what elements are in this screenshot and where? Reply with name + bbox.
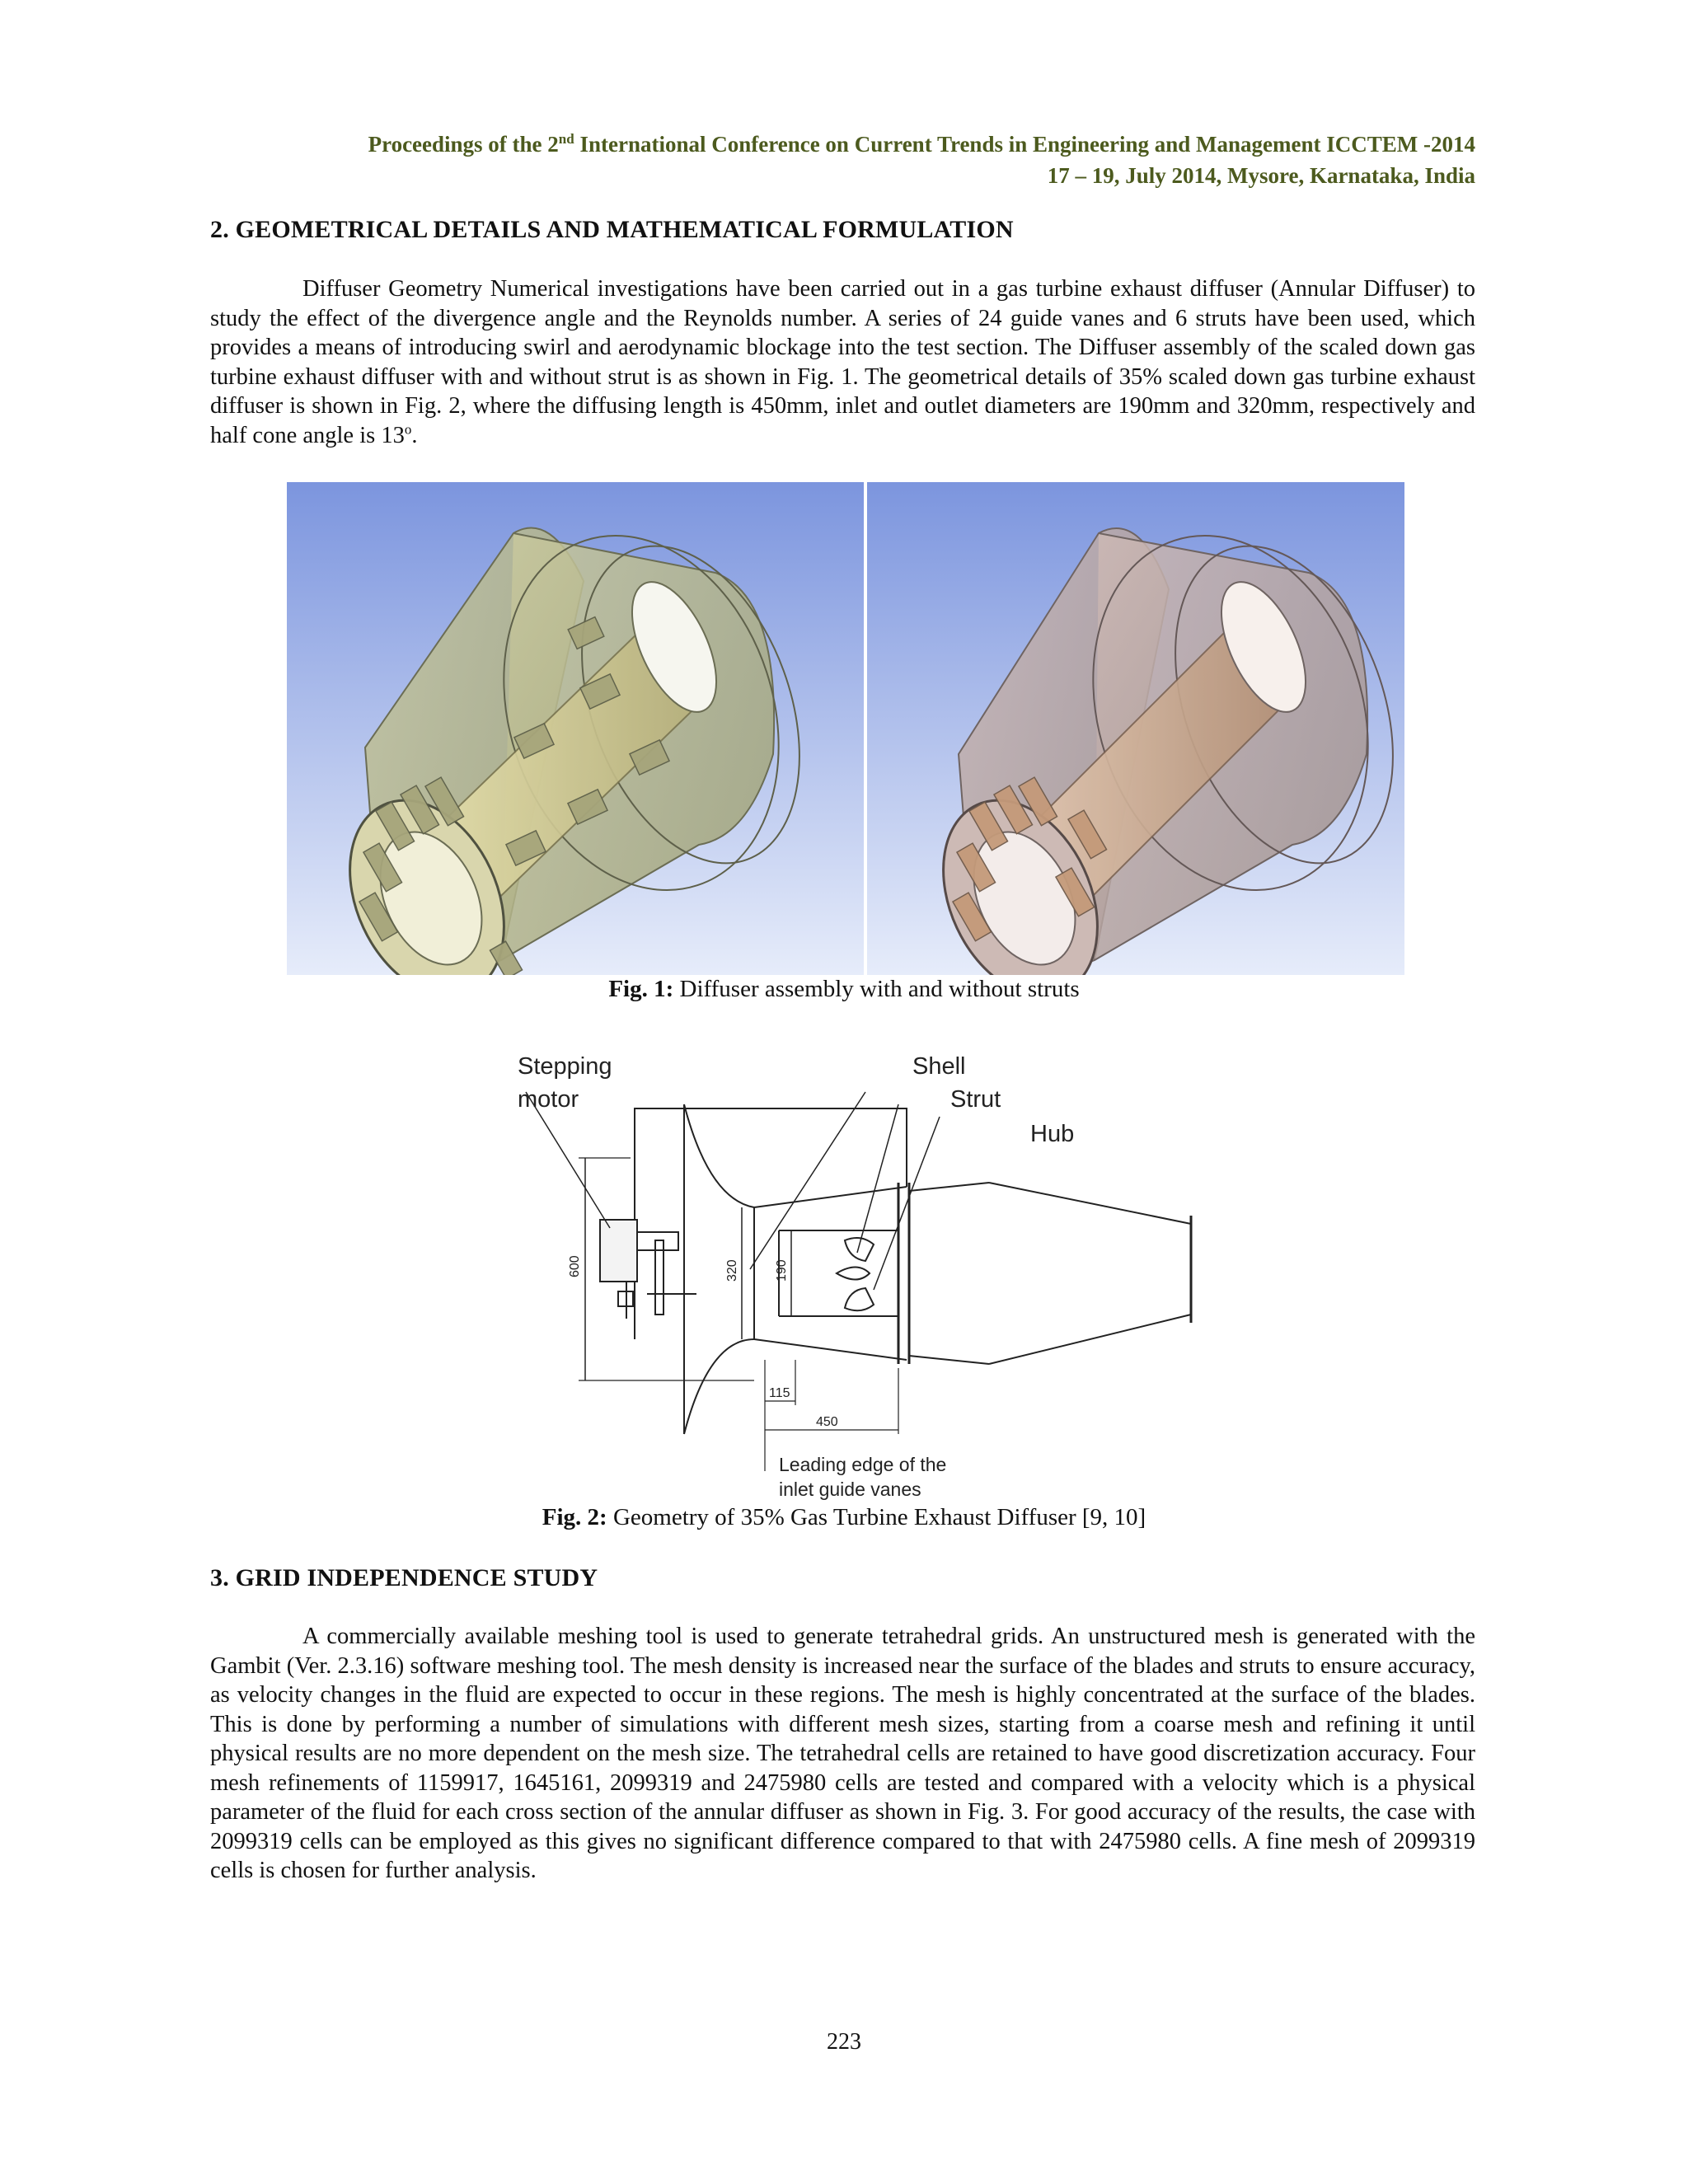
label-stepping: Stepping: [518, 1053, 612, 1080]
header-line-2: 17 – 19, July 2014, Mysore, Karnataka, India: [1047, 163, 1475, 188]
section-3-paragraph: A commercially available meshing tool is used to generate tetrahedral grids. An unstructured mesh is generated with the Gambit (Ver. 2.3.16) software meshing tool. The mesh density is increased near the surface of the blades and struts to ensure accuracy, as velocity changes in the fluid are expected to occur in these regions. The mesh is highly concentrated at the surface of the blades. This is done by performing a number of simulations with different mesh sizes, starting from a coarse mesh and refining it until physical results are no more dependent on the mesh size. The tetrahedral cells are retained to have good discretization accuracy. Four mesh refinements of 1159917, 1645161, 2099319 and 2475980 cells are tested and compared with a velocity which is a physical parameter of the fluid for each cross section of the annular diffuser as shown in Fig. 3. For good accuracy of the results, the case with 2099319 cells can be employed as this gives no significant difference compared to that with 2475980 cells. A fine mesh of 2099319 cells is chosen for further analysis.: [210, 1624, 1475, 1883]
dim-190: 190: [775, 1259, 789, 1282]
dim-450: 450: [816, 1415, 838, 1429]
section-2-heading: 2. GEOMETRICAL DETAILS AND MATHEMATICAL FORMULATION: [210, 216, 1014, 243]
label-motor: motor: [518, 1086, 579, 1113]
dim-115: 115: [769, 1386, 790, 1400]
dim-320: 320: [725, 1259, 739, 1282]
figure-1-diffuser-renderings: [287, 482, 1404, 975]
figure-1-caption: Fig. 1: Diffuser assembly with and without struts: [608, 976, 1080, 1002]
header-line-1: Proceedings of the 2nd International Conference on Current Trends in Engineering and Management ICCTEM -2014: [368, 131, 1475, 157]
diffuser-without-struts-render: [867, 482, 1404, 975]
diffuser-with-struts-render: [287, 482, 864, 975]
label-shell: Shell: [912, 1053, 966, 1080]
label-leading-edge-1: Leading edge of the: [779, 1454, 947, 1475]
section-2-paragraph: Diffuser Geometry Numerical investigations have been carried out in a gas turbine exhaust diffuser (Annular Diffuser) to study the effect of the divergence angle and the Reynolds number. A series of 24 guide vanes and 6 struts have been used, which provides a means of introducing swirl and aerodynamic blockage into the test section. The Diffuser assembly of the scaled down gas turbine exhaust diffuser with and without strut is as shown in Fig. 1. The geometrical details of 35% scaled down gas turbine exhaust diffuser is shown in Fig. 2, where the diffusing length is 450mm, inlet and outlet diameters are 190mm and 320mm, respectively and half cone angle is 13$^o$.: [210, 276, 1475, 448]
section-3-heading: 3. GRID INDEPENDENCE STUDY: [210, 1564, 598, 1591]
figure-2-caption: Fig. 2: Geometry of 35% Gas Turbine Exhaust Diffuser [9, 10]: [542, 1504, 1146, 1530]
page-number: 223: [827, 2029, 861, 2055]
dim-600: 600: [568, 1255, 582, 1277]
label-leading-edge-2: inlet guide vanes: [779, 1479, 921, 1500]
figure-2-geometry-diagram: [503, 1043, 1195, 1504]
conference-header: [206, 124, 1475, 191]
label-strut: Strut: [950, 1086, 1001, 1113]
label-hub: Hub: [1030, 1121, 1075, 1147]
